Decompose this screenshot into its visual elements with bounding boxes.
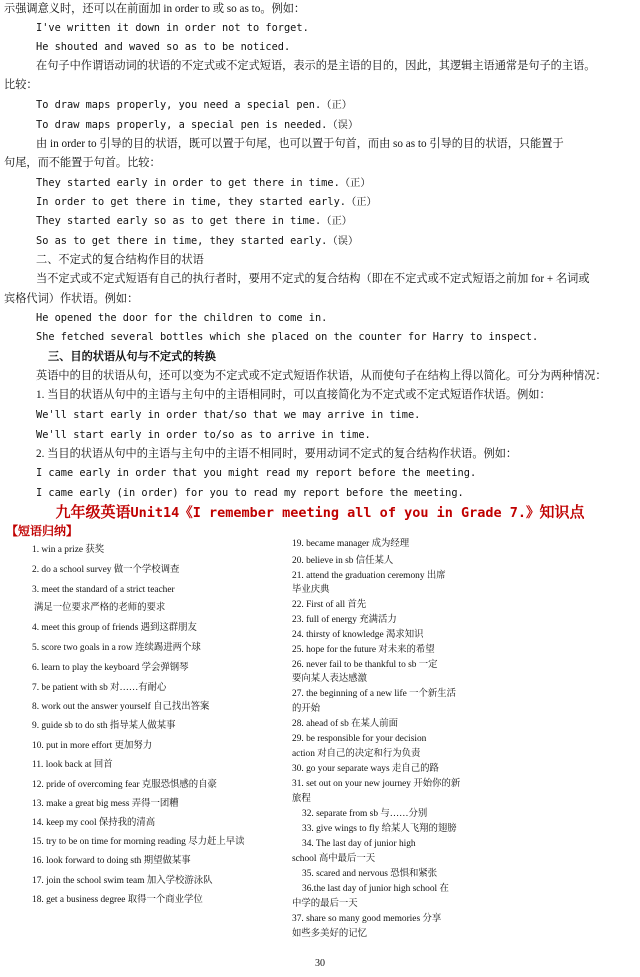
example-sentence: We'll start early in order to/so as to arrive in time. <box>36 429 371 441</box>
list-item: 17. join the school swim team 加入学校游泳队 <box>32 876 213 886</box>
list-item: 35. scared and nervous 恐惧和紧张 <box>302 869 438 879</box>
list-item: 毕业庆典 <box>292 585 330 595</box>
list-item: 3. meet the standard of a strict teacher <box>32 585 175 595</box>
section-heading: 三、目的状语从句与不定式的转换 <box>48 351 216 363</box>
phrase-list-right <box>292 538 522 948</box>
example-sentence: I came early (in order) for you to read my report before the meeting. <box>36 487 464 499</box>
list-item: 4. meet this group of friends 遇到这群朋友 <box>32 623 197 633</box>
list-item: 27. the beginning of a new life 一个新生活 <box>292 689 457 699</box>
text-line: 2. 当目的状语从句中的主语与主句中的主语不相同时，要用动词不定式的复合结构作状语。例如： <box>36 448 518 460</box>
list-item: 28. ahead of sb 在某人前面 <box>292 719 398 729</box>
list-item: school 高中最后一天 <box>292 854 376 864</box>
list-item: 12. pride of overcoming fear 克服恐惧感的自豪 <box>32 780 217 790</box>
title-prefix: 九年级英语 <box>55 505 131 521</box>
list-item: 7. be patient with sb 对……有耐心 <box>32 683 167 693</box>
list-item: 25. hope for the future 对未来的希望 <box>292 645 435 655</box>
list-item: 33. give wings to fly 给某人飞翔的翅膀 <box>302 824 457 834</box>
list-item: 10. put in more effort 更加努力 <box>32 741 153 751</box>
text-line: 在句子中作谓语动词的状语的不定式或不定式短语，表示的是主语的目的，因此，其逻辑主语通常是句子的主语。 <box>36 60 596 72</box>
example-sentence: In order to get there in time, they started early.（正） <box>36 196 377 208</box>
list-item: 34. The last day of junior high <box>302 839 416 849</box>
list-item: 2. do a school survey 做一个学校调查 <box>32 565 180 575</box>
list-item: 中学的最后一天 <box>292 899 358 909</box>
list-item: 1. win a prize 获奖 <box>32 545 105 555</box>
list-item: 22. First of all 首先 <box>292 600 367 610</box>
example-sentence: They started early so as to get there in time.（正） <box>36 215 353 227</box>
list-item: action 对自己的决定和行为负责 <box>292 749 421 759</box>
text-line: 由 in order to 引导的目的状语，既可以置于句尾，也可以置于句首，而由 so as to 引导的目的状语，只能置于 <box>36 138 564 150</box>
list-item: 29. be responsible for your decision <box>292 734 427 744</box>
list-item: 5. score two goals in a row 连续踢进两个球 <box>32 643 201 653</box>
list-item: 18. get a business degree 取得一个商业学位 <box>32 895 203 905</box>
list-item: 9. guide sb to do sth 指导某人做某事 <box>32 721 176 731</box>
list-item: 14. keep my cool 保持我的清高 <box>32 818 156 828</box>
list-item: 37. share so many good memories 分享 <box>292 914 442 924</box>
list-item: 20. believe in sb 信任某人 <box>292 556 394 566</box>
list-item: 旅程 <box>292 794 311 804</box>
list-item: 31. set out on your new journey 开始你的新 <box>292 779 461 789</box>
text-line: 1. 当目的状语从句中的主语与主句中的主语相同时，可以直接简化为不定式或不定式短语作状语。例如： <box>36 389 551 401</box>
example-sentence: I've written it down in order not to forget. <box>36 22 309 34</box>
list-item: 24. thirsty of knowledge 渴求知识 <box>292 630 424 640</box>
list-item: 23. full of energy 充满活力 <box>292 615 397 625</box>
example-sentence: She fetched several bottles which she placed on the counter for Harry to inspect. <box>36 331 539 343</box>
list-item: 11. look back at 回首 <box>32 760 113 770</box>
list-item: 6. learn to play the keyboard 学会弹钢琴 <box>32 663 189 673</box>
list-item: 要向某人表达感激 <box>292 674 368 684</box>
list-item: 13. make a great big mess 弄得一团糟 <box>32 799 179 809</box>
example-sentence: I came early in order that you might read my report before the meeting. <box>36 467 477 479</box>
list-item: 26. never fail to be thankful to sb 一定 <box>292 660 438 670</box>
title-suffix: 知识点 <box>539 505 585 521</box>
list-item: 的开始 <box>292 704 321 714</box>
phrase-list-left <box>32 544 294 944</box>
list-item: 36.the last day of junior high school 在 <box>302 884 449 894</box>
list-item: 满足一位要求严格的老师的要求 <box>34 603 166 613</box>
text-line: 句尾，而不能置于句首。比较： <box>4 157 161 169</box>
text-line: 当不定式或不定式短语有自己的执行者时，要用不定式的复合结构（即在不定式或不定式短语之前加 for + 名词或 <box>36 273 590 285</box>
example-sentence: So as to get there in time, they started early.（误） <box>36 235 359 247</box>
list-item: 如些多美好的记忆 <box>292 929 368 939</box>
text-line: 英语中的目的状语从句，还可以变为不定式或不定式短语作状语，从而使句子在结构上得以简化。可分为两种情况： <box>36 370 607 382</box>
example-sentence: He opened the door for the children to come in. <box>36 312 328 324</box>
section-heading: 二、不定式的复合结构作目的状语 <box>36 254 204 266</box>
list-item: 8. work out the answer yourself 自己找出答案 <box>32 702 210 712</box>
list-item: 16. look forward to doing sth 期望做某事 <box>32 856 191 866</box>
text-line: 宾格代词）作状语。例如： <box>4 293 139 305</box>
text-line: 比较： <box>4 79 38 91</box>
example-sentence: He shouted and waved so as to be noticed. <box>36 41 291 53</box>
phrase-summary-tag: 【短语归纳】 <box>6 524 79 538</box>
text-line: 示强调意义时，还可以在前面加 in order to 或 so as to。例如： <box>4 3 306 15</box>
example-sentence: They started early in order to get there in time.（正） <box>36 177 371 189</box>
page-number: 30 <box>315 958 325 969</box>
list-item: 21. attend the graduation ceremony 出席 <box>292 571 446 581</box>
list-item: 30. go your separate ways 走自己的路 <box>292 764 439 774</box>
list-item: 32. separate from sb 与……分别 <box>302 809 428 819</box>
example-sentence: We'll start early in order that/so that we may arrive in time. <box>36 409 421 421</box>
list-item: 15. try to be on time for morning reading 尽力赶上早读 <box>32 837 245 847</box>
list-item: 19. became manager 成为经理 <box>292 539 410 549</box>
example-sentence: To draw maps properly, a special pen is needed.（误） <box>36 119 359 131</box>
unit-title <box>0 504 640 522</box>
title-unit: Unit14《I remember meeting all of you in Grade 7.》 <box>130 505 540 521</box>
example-sentence: To draw maps properly, you need a special pen.（正） <box>36 99 353 111</box>
